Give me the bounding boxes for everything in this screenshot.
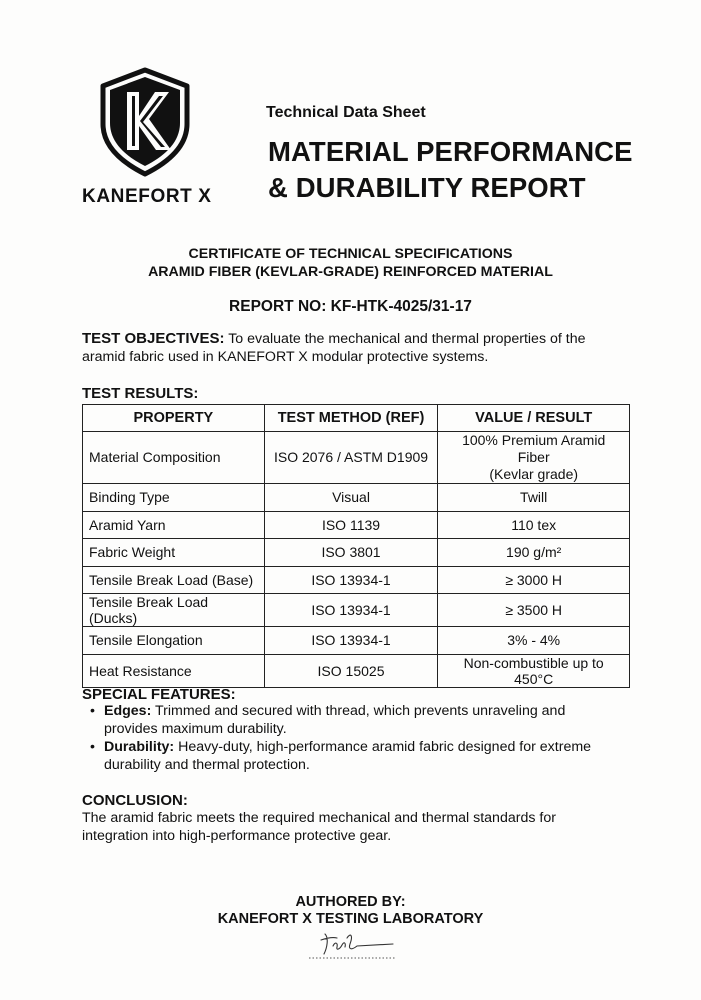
property-cell: Heat Resistance	[83, 654, 265, 687]
page-title	[268, 134, 633, 206]
property-cell: Tensile Elongation	[83, 627, 265, 655]
method-cell: ISO 15025	[264, 654, 438, 687]
value-cell: 190 g/m²	[438, 539, 630, 567]
test-results-label: TEST RESULTS:	[82, 385, 199, 402]
bullet-icon: •	[90, 739, 95, 755]
certificate-subtitle: ARAMID FIBER (KEVLAR-GRADE) REINFORCED MATERIAL	[148, 264, 553, 280]
header-test-method: TEST METHOD (REF)	[264, 405, 438, 432]
table-row	[83, 511, 630, 539]
value-cell: Twill	[438, 484, 630, 512]
header-value: VALUE / RESULT	[438, 405, 630, 432]
value-cell: 110 tex	[438, 511, 630, 539]
table-row	[83, 484, 630, 512]
signature-icon	[307, 928, 397, 962]
feature-text: Heavy-duty, high-performance aramid fabric designed for extreme durability and thermal protection.	[104, 739, 592, 773]
value-cell	[438, 432, 630, 484]
method-cell: ISO 3801	[264, 539, 438, 567]
objectives-label: TEST OBJECTIVES:	[82, 330, 225, 347]
property-cell: Material Composition	[83, 432, 265, 484]
table-row	[83, 432, 630, 484]
property-cell: Binding Type	[83, 484, 265, 512]
value-cell: ≥ 3000 H	[438, 566, 630, 594]
property-cell: Aramid Yarn	[83, 511, 265, 539]
company-logo	[82, 66, 214, 208]
table-row	[83, 654, 630, 687]
shield-k-icon	[99, 66, 191, 178]
value-cell: ≥ 3500 H	[438, 594, 630, 627]
report-number: REPORT NO: KF-HTK-4025/31-17	[229, 298, 472, 315]
table-row	[83, 594, 630, 627]
feature-text: Trimmed and secured with thread, which prevents unraveling and provides maximum durability.	[104, 703, 566, 737]
method-cell: ISO 2076 / ASTM D1909	[264, 432, 438, 484]
table-row	[83, 566, 630, 594]
sheet-type-label: Technical Data Sheet	[266, 104, 426, 121]
list-item	[82, 739, 622, 774]
method-cell: ISO 13934-1	[264, 594, 438, 627]
property-cell: Tensile Break Load (Ducks)	[83, 594, 265, 627]
title-line-2: & DURABILITY REPORT	[268, 172, 586, 203]
special-features-list	[82, 703, 622, 775]
test-objectives	[82, 330, 622, 366]
objectives-text: To evaluate the mechanical and thermal properties of the aramid fabric used in KANEFORT X modular protective systems.	[82, 331, 586, 365]
method-cell: ISO 1139	[264, 511, 438, 539]
feature-title: Durability:	[104, 739, 175, 755]
value-cell: 3% - 4%	[438, 627, 630, 655]
property-cell: Fabric Weight	[83, 539, 265, 567]
value-line-2: (Kevlar grade)	[489, 466, 579, 482]
table-row	[83, 539, 630, 567]
bullet-icon: •	[90, 703, 95, 719]
table-row	[83, 627, 630, 655]
table-header-row	[83, 405, 630, 432]
conclusion-label: CONCLUSION:	[82, 792, 188, 809]
list-item	[82, 703, 622, 738]
lab-name: KANEFORT X TESTING LABORATORY	[217, 911, 484, 927]
method-cell: ISO 13934-1	[264, 566, 438, 594]
brand-name: KANEFORT X	[82, 186, 212, 207]
test-results-table	[82, 404, 630, 688]
special-features-label: SPECIAL FEATURES:	[82, 686, 236, 703]
conclusion-text: The aramid fabric meets the required mechanical and thermal standards for integration into high-performance protective gear.	[82, 810, 556, 844]
authored-by-label: AUTHORED BY:	[295, 894, 406, 910]
title-line-1: MATERIAL PERFORMANCE	[268, 136, 633, 167]
feature-title: Edges:	[104, 703, 152, 719]
header-property: PROPERTY	[83, 405, 265, 432]
method-cell: ISO 13934-1	[264, 627, 438, 655]
value-cell: Non-combustible up to 450°C	[438, 654, 630, 687]
method-cell: Visual	[264, 484, 438, 512]
property-cell: Tensile Break Load (Base)	[83, 566, 265, 594]
value-line-1: 100% Premium Aramid Fiber	[462, 432, 606, 465]
certificate-title: CERTIFICATE OF TECHNICAL SPECIFICATIONS	[188, 246, 513, 262]
